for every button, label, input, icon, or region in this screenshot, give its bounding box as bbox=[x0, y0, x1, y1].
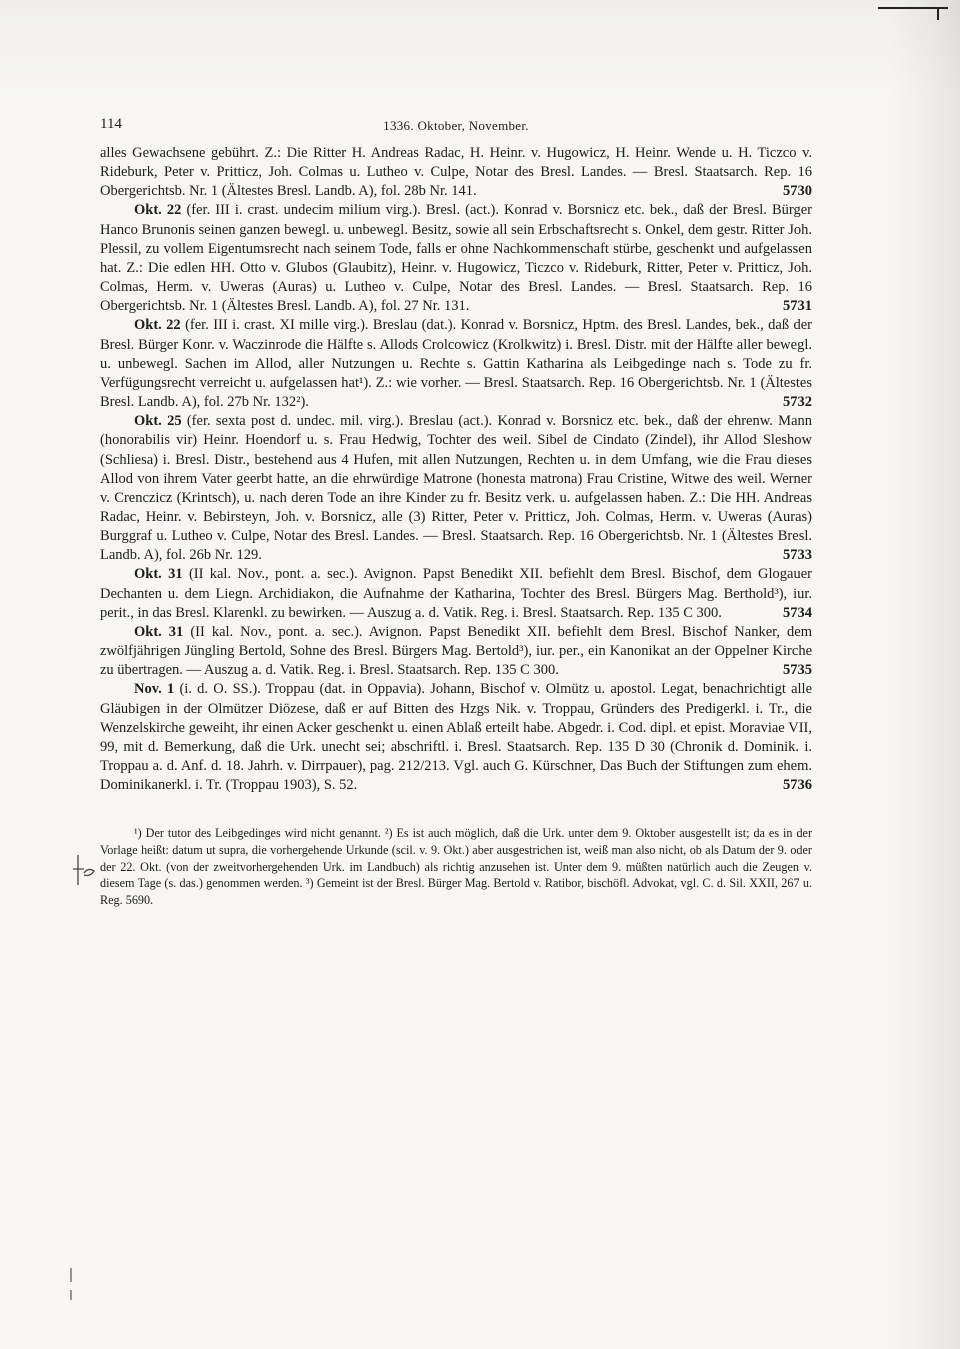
running-title: 1336. Oktober, November. bbox=[383, 118, 529, 133]
entry-number: 5734 bbox=[783, 604, 812, 621]
page-number: 114 bbox=[100, 116, 122, 132]
entry-number: 5731 bbox=[783, 298, 812, 315]
entry-number: 5730 bbox=[783, 183, 812, 200]
document-page bbox=[100, 116, 812, 908]
entry-date: Okt. 25 bbox=[134, 413, 182, 430]
entry-date: Nov. 1 bbox=[134, 681, 175, 698]
entry-text: (i. d. O. SS.). Troppau (dat. in Oppavia). Johann, Bischof v. Olmütz u. apostol. Legat, benachrichtigt alle Gläubigen in der Olmützer Diözese, daß er auf Bitten des Hzgs Nik. v. Troppau, Gründers des Predigerkl. i. Tr., die Wenzelskirche geweiht, ihr einen Acker geschenkt u. einen Ablaß erteilt habe. Abgedr. i. Cod. dipl. et epist. Moraviae VII, 99, mit d. Bemerkung, daß die Urk. unecht sei; abschriftl. i. Bresl. Staatsarch. Rep. 135 D 30 (Chronik d. Dominik. i. Troppau a. d. Anf. d. 18. Jahrh. v. Dirrpauer), pag. 212/213. Vgl. auch G. Kürschner, Das Buch der Stiftungen zum ehem. Dominikanerkl. i. Tr. (Troppau 1903), S. 52. bbox=[100, 681, 813, 794]
entry-date: Okt. 22 bbox=[134, 202, 182, 219]
entry-text: (II kal. Nov., pont. a. sec.). Avignon. Papst Benedikt XII. befiehlt dem Bresl. Bischof, dem Glogauer Dechanten u. dem Liegn. Archidiakon, die Aufnahme der Katharina, Tochter des Bresl. Bürgers Mag. Berthold³), iur. perit., in das Bresl. Klarenkl. zu bewirken. — Auszug a. d. Vatik. Reg. i. Bresl. Staatsarch. Rep. 135 C 300. bbox=[100, 566, 812, 621]
footnotes bbox=[100, 825, 812, 908]
entry-date: Okt. 31 bbox=[134, 623, 184, 640]
entry-number: 5736 bbox=[783, 777, 812, 794]
entry-text: (II kal. Nov., pont. a. sec.). Avignon. Papst Benedikt XII. befiehlt dem Bresl. Bischof Nanker, dem zwölfjährigen Jüngling Bertold, Sohne des Bresl. Bürgers Mag. Bertold³), iur. per., ein Kanonikat an der Oppelner Kirche zu übertragen. — Auszug a. d. Vatik. Reg. i. Bresl. Staatsarch. Rep. 135 C 300. bbox=[100, 623, 812, 679]
entry-date: Okt. 31 bbox=[134, 566, 183, 583]
regesta-body bbox=[100, 144, 812, 795]
regest-entry bbox=[100, 144, 812, 201]
entry-text: (fer. III i. crast. undecim milium virg.). Bresl. (act.). Konrad v. Borsnicz etc. bek., daß der Bresl. Bürger Hanco Brunonis seinen ganzen bewegl. u. unbewegl. Besitz, sowie all sein Erbschaftsrecht s. Onkel, dem gestr. Ritter Joh. Plessil, zu vollem Eigentumsrecht nach seinem Tode, falls er ohne Nachkommenschaft stürbe, geschenkt und aufgelassen hat. Z.: Die edlen HH. Otto v. Glubos (Glaubitz), Heinr. v. Hugowicz, Ticzco v. Rideburk, Ritter, Peter v. Pritticz, Joh. Colmas, Herm. v. Uweras (Auras) u. Lutheo v. Culpe, Notar des Bresl. Landes. — Bresl. Staatsarch. Rep. 16 Obergerichtsb. Nr. 1 (Ältestes Bresl. Landb. A), fol. 27 Nr. 131. bbox=[100, 202, 812, 315]
pencil-margin-mark bbox=[72, 853, 102, 887]
entry-text: (fer. sexta post d. undec. mil. virg.). Breslau (act.). Konrad v. Borsnicz etc. bek., daß der ehrenw. Mann (honorabilis vir) Heinr. Hoendorf u. s. Frau Hedwig, Tochter des weil. Sibel de Cindato (Zindel), ihr Allod Sleshow (Schliesa) i. Bresl. Distr., bestehend aus 4 Hufen, mit allen Nutzungen, Rechten u. in dem Umfang, wie die Frau dieses Allod von ihrem Vater geerbt hatte, an die ehrwürdige Matrone (honesta matrona) Frau Cristine, Witwe des weil. Werner v. Crenczicz (Krintsch), u. nach deren Tode an ihre Kinder zu fr. Besitz verk. u. aufgelassen haben. Z.: Die HH. Andreas Radac, Heinr. v. Bebirsteyn, Joh. v. Borsnicz, alle (3) Ritter, Peter v. Pritticz, Joh. Colmas, Herm. v. Uweras (Auras) Burggraf u. Lutheo v. Culpe, Notar des Bresl. Landes. — Bresl. Staatsarch. Rep. 16 Obergerichtsb. Nr. 1 (Ältestes Bresl. Landb. A), fol. 26b Nr. 129. bbox=[100, 413, 813, 564]
entry-number: 5733 bbox=[783, 547, 812, 564]
page-binding-shadow bbox=[890, 0, 960, 1349]
regest-entry bbox=[100, 201, 812, 316]
footnote-text: ¹) Der tutor des Leibgedinges wird nicht genannt. ²) Es ist auch möglich, daß die Urk. unter dem 9. Oktober ausgestellt ist; da es in der Vorlage heißt: datum ut supra, die vorhergehende Urkunde (scil. v. 9. Okt.) aber ausgestrichen ist, weiß man also nicht, ob als Datum der 9. oder der 22. Okt. (von der zweitvorhergehenden Urk. im Landbuch) als richtig anzusehen ist. Unter dem 9. müßten natürlich auch die Zeugen v. diesem Tage (s. das.) genommen werden. ³) Gemeint ist der Bresl. Bürger Mag. Bertold v. Ratibor, bischöfl. Advokat, vgl. C. d. Sil. XXII, 267 u. Reg. 5690. bbox=[100, 826, 812, 907]
pencil-tick-mark bbox=[68, 1268, 74, 1300]
entry-number: 5735 bbox=[783, 662, 812, 679]
regest-entry bbox=[100, 316, 812, 412]
regest-entry bbox=[100, 412, 812, 565]
entry-text: (fer. III i. crast. XI mille virg.). Breslau (dat.). Konrad v. Borsnicz, Hptm. des Bresl. Landes, bek., daß der Bresl. Bürger Konr. v. Waczinrode die Hälfte s. Allods Crolcowicz (Krolkwitz) i. Bresl. Distr. mit der Hälfte aller bewegl. u. unbewegl. Sachen im Allod, aller Nutzungen u. Rechte s. Gattin Katharina als Leibgedinge nach s. Tode zu fr. Verfügungsrecht verreicht u. aufgelassen hat¹). Z.: wie vorher. — Bresl. Staatsarch. Rep. 16 Obergerichtsb. Nr. 1 (Ältestes Bresl. Landb. A), fol. 27b Nr. 132²). bbox=[100, 317, 812, 411]
entry-date: Okt. 22 bbox=[134, 317, 181, 334]
regest-entry bbox=[100, 565, 812, 622]
entry-number: 5732 bbox=[783, 394, 812, 411]
scan-top-edge bbox=[0, 0, 960, 95]
regest-entry bbox=[100, 623, 812, 680]
entry-text: alles Gewachsene gebührt. Z.: Die Ritter H. Andreas Radac, H. Heinr. v. Hugowicz, H. Heinr. Wende u. H. Ticzco v. Rideburk, Peter v. Pritticz, Joh. Colmas u. Lutheo v. Culpe, Notar des Bresl. Landes. — Bresl. Staatsarch. Rep. 16 Obergerichtsb. Nr. 1 (Ältestes Bresl. Landb. A), fol. 28b Nr. 141. bbox=[100, 145, 812, 200]
regest-entry bbox=[100, 680, 812, 795]
corner-bracket-mark bbox=[878, 6, 948, 20]
page-header bbox=[100, 116, 812, 144]
